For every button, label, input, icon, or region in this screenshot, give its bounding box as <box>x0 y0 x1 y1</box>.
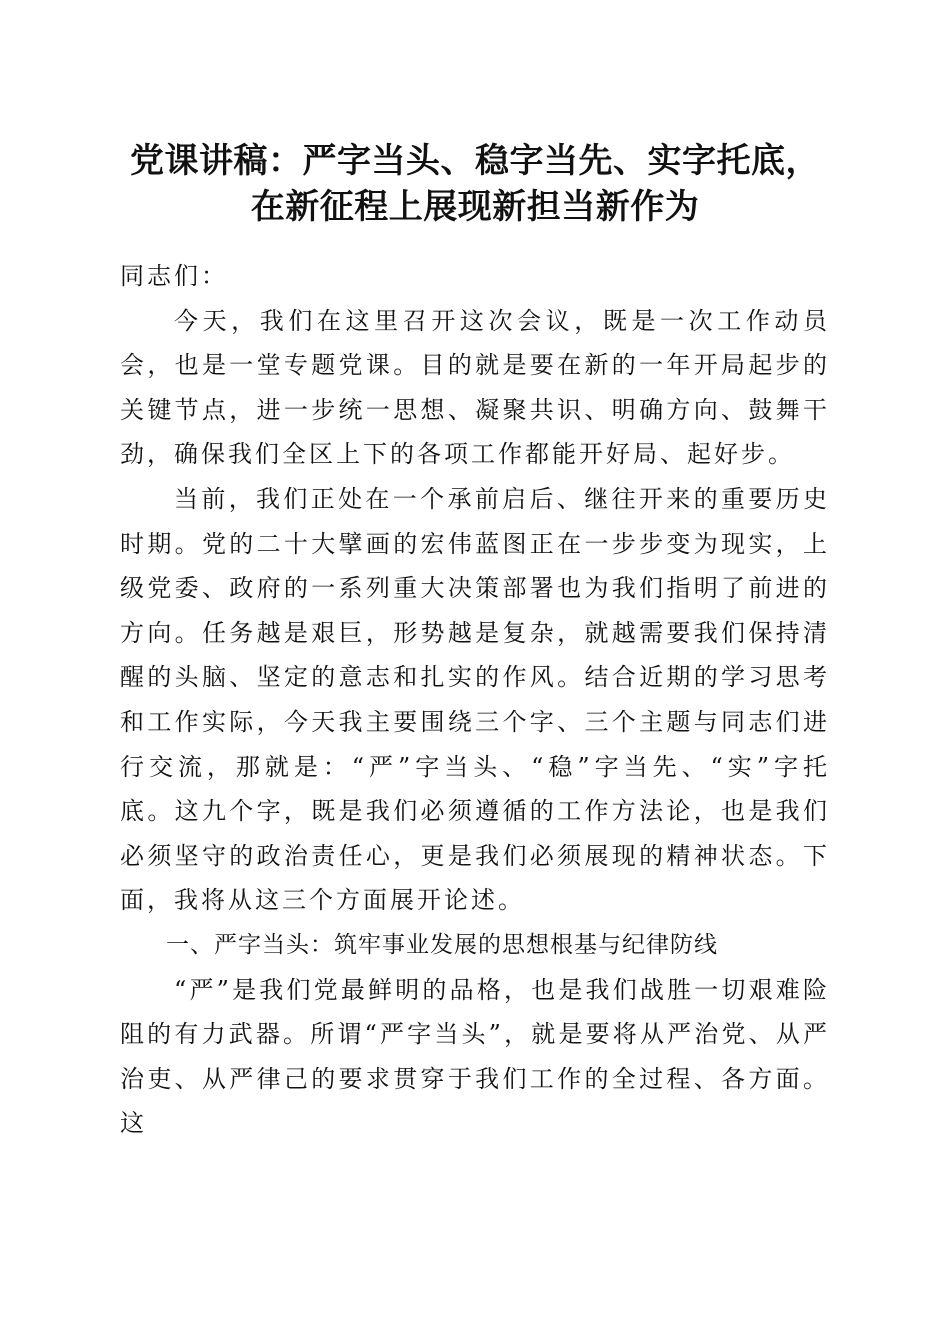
paragraph-1: 今天，我们在这里召开这次会议，既是一次工作动员会，也是一堂专题党课。目的就是要在新的一年开局起步的关键节点，进一步统一思想、凝聚共识、明确方向、鼓舞干劲，确保我们全区上下的各项工作都能开好局、起好步。 <box>120 306 830 469</box>
section-paragraph-1: “严”是我们党最鲜明的品格，也是我们战胜一切艰难险阻的有力武器。所谓“严字当头”，就是要将从严治党、从严治吏、从严律己的要求贯穿于我们工作的全过程、各方面。这 <box>120 975 830 1138</box>
document-body <box>120 254 830 1146</box>
paragraph-2: 当前，我们正处在一个承前启后、继往开来的重要历史时期。党的二十大擘画的宏伟蓝图正在一步步变为现实，上级党委、政府的一系列重大决策部署也为我们指明了前进的方向。任务越是艰巨，形势越是复杂，就越需要我们保持清醒的头脑、坚定的意志和扎实的作风。结合近期的学习思考和工作实际，今天我主要围绕三个字、三个主题与同志们进行交流，那就是：“严”字当头、“稳”字当先、“实”字托底。这九个字，既是我们必须遵循的工作方法论，也是我们必须坚守的政治责任心，更是我们必须展现的精神状态。下面，我将从这三个方面展开论述。 <box>120 484 830 915</box>
document-title-line-2: 在新征程上展现新担当新作为 <box>250 187 700 227</box>
salutation: 同志们： <box>120 262 228 290</box>
document-title-line-1: 党课讲稿：严字当头、稳字当先、实字托底， <box>130 141 820 181</box>
section-heading-1: 一、严字当头：筑牢事业发展的思想根基与纪律防线 <box>166 931 718 958</box>
